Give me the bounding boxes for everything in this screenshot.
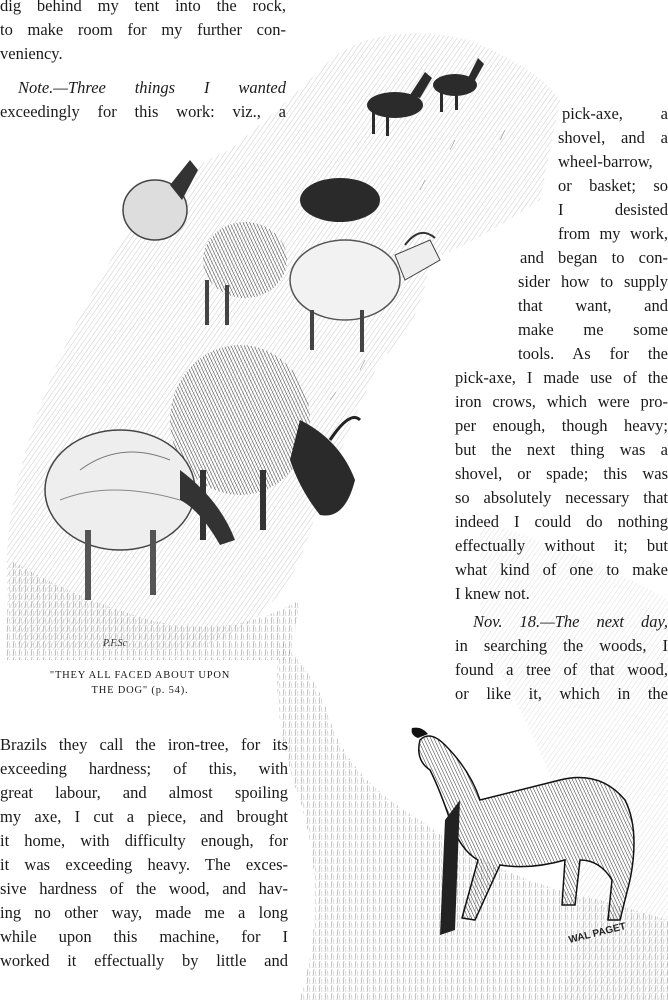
caption-line: "THEY ALL FACED ABOUT UPON [49,670,231,681]
text-line: to make room for my further con- [0,20,286,39]
text-line: I desisted [558,200,668,219]
text-line: dig behind my tent into the rock, [0,0,286,15]
text-line: or like it, which in the [455,684,668,703]
text-line: and began to con- [520,248,668,267]
text-line: in searching the woods, I [455,636,668,655]
text-line: exceeding hardness; of this, with [0,759,288,778]
text-line: I knew not. [455,584,530,603]
text-line: but the next thing was a [455,440,668,459]
goat-artist-signature: P.F.Sc [103,638,128,649]
text-line: Brazils they call the iron-tree, for its [0,735,288,754]
text-line: wheel-barrow, [558,152,653,171]
text-line: shovel, or spade; this was [455,464,668,483]
text-line: it home, with difficulty enough, for [0,831,288,850]
text-line: from my work, [558,224,668,243]
text-line: make me some [518,320,668,339]
text-line: great labour, and almost spoiling [0,783,288,802]
text-line: worked it effectually by little and [0,951,288,970]
text-line: Note.—Three things I wanted [18,78,286,97]
text-line: ing no other way, made me a long [0,903,288,922]
text-line: per enough, though heavy; [455,416,668,435]
text-line: what kind of one to make [455,560,668,579]
text-line: pick-axe, a [562,104,668,123]
text-line: exceedingly for this work: viz., a [0,102,286,121]
text-line: sive hardness of the wood, and hav- [0,879,288,898]
text-line: iron crows, which were pro- [455,392,668,411]
text-line: it was exceeding heavy. The exces- [0,855,288,874]
text-line: tools. As for the [518,344,668,363]
text-line: Nov. 18.—The next day, [473,612,668,631]
text-line: effectually without it; but [455,536,668,555]
text-line: shovel, and a [558,128,668,147]
text-line: while upon this machine, for I [0,927,288,946]
text-line: found a tree of that wood, [455,660,668,679]
text-line: sider how to supply [518,272,668,291]
text-line: veniency. [0,44,63,63]
text-line: pick-axe, I made use of the [455,368,668,387]
text-line: or basket; so [558,176,668,195]
caption-line: THE DOG" (p. 54). [91,685,189,696]
text-line: my axe, I cut a piece, and brought [0,807,288,826]
text-line: so absolutely necessary that [455,488,668,507]
text-line: that want, and [518,296,668,315]
text-line: indeed I could do nothing [455,512,668,531]
dog-artist-signature: WAL PAGET [567,921,627,946]
illustration-caption [0,668,280,698]
